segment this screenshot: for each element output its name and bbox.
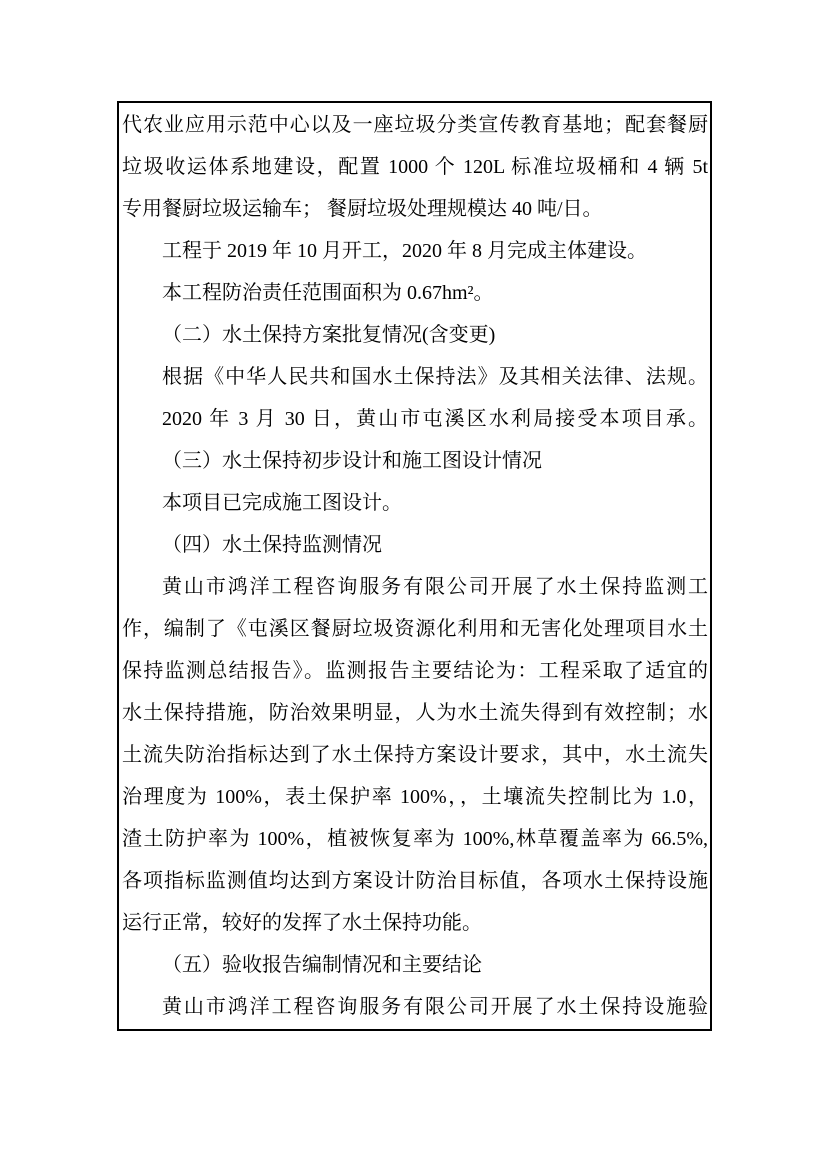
text-line: 各项指标监测值均达到方案设计防治目标值，各项水土保持设施	[122, 870, 708, 892]
section-heading-2: （二）水土保持方案批复情况(含变更)	[162, 324, 496, 346]
section-heading-5: （五）验收报告编制情况和主要结论	[162, 954, 482, 976]
text-line: 专用餐厨垃圾运输车； 餐厨垃圾处理规模达 40 吨/日。	[122, 198, 603, 220]
text-line: 作，编制了《屯溪区餐厨垃圾资源化利用和无害化处理项目水土	[122, 618, 708, 640]
text-line: 根据《中华人民共和国水土保持法》及其相关法律、法规。	[162, 366, 708, 388]
text-line: 本工程防治责任范围面积为 0.67hm²。	[162, 282, 494, 304]
text-line: 治理度为 100%，表土保护率 100%，，土壤流失控制比为 1.0，	[122, 786, 708, 808]
text-line: 土流失防治指标达到了水土保持方案设计要求，其中，水土流失	[122, 744, 708, 766]
text-line: 运行正常，较好的发挥了水土保持功能。	[122, 912, 482, 934]
text-line: 渣土防护率为 100%，植被恢复率为 100%,林草覆盖率为 66.5%,	[122, 828, 708, 850]
text-line: 本项目已完成施工图设计。	[162, 492, 402, 514]
section-heading-4: （四）水土保持监测情况	[162, 534, 382, 556]
text-line: 工程于 2019 年 10 月开工，2020 年 8 月完成主体建设。	[162, 240, 647, 262]
text-line: 黄山市鸿洋工程咨询服务有限公司开展了水土保持设施验	[162, 996, 708, 1018]
text-line: 垃圾收运体系地建设，配置 1000 个 120L 标准垃圾桶和 4 辆 5t	[122, 156, 708, 178]
text-line: 代农业应用示范中心以及一座垃圾分类宣传教育基地；配套餐厨	[122, 114, 708, 136]
text-line: 水土保持措施，防治效果明显，人为水土流失得到有效控制；水	[122, 702, 708, 724]
text-line: 黄山市鸿洋工程咨询服务有限公司开展了水土保持监测工	[162, 576, 708, 598]
text-line: 保持监测总结报告》。监测报告主要结论为：工程采取了适宜的	[122, 660, 708, 682]
text-line: 2020 年 3 月 30 日，黄山市屯溪区水利局接受本项目承。	[162, 408, 708, 430]
section-heading-3: （三）水土保持初步设计和施工图设计情况	[162, 450, 542, 472]
report-table-cell	[117, 101, 712, 1031]
